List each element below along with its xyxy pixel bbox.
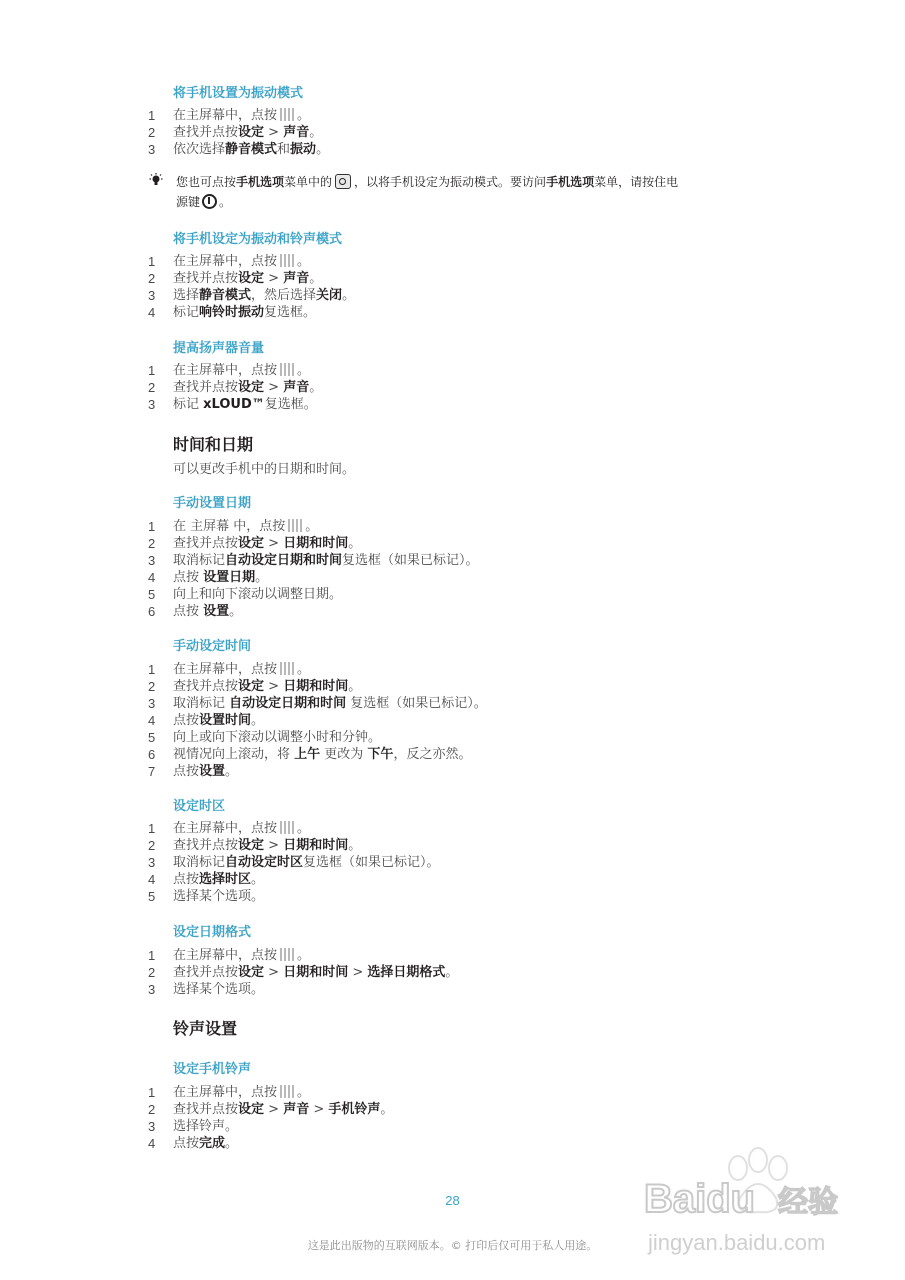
step-text-part: 在主屏幕中，点按 xyxy=(173,254,278,269)
step-number: 2 xyxy=(148,965,156,980)
step-text-part: 。 xyxy=(225,1136,239,1151)
step-keyword: 上午 xyxy=(294,747,321,762)
step-item xyxy=(0,552,905,569)
step-number: 1 xyxy=(148,363,156,378)
lightbulb-icon xyxy=(148,173,164,189)
step-text-part: 。 xyxy=(251,872,265,887)
step-text-part: 。 xyxy=(348,536,362,551)
step-text-part: 在主屏幕中，点按 xyxy=(173,363,278,378)
steps-vibrate xyxy=(0,107,905,158)
step-text-part: 复选框。 xyxy=(264,305,317,320)
subheading-vibrate-ring: 将手机设定为振动和铃声模式 xyxy=(173,232,343,247)
tip-phone-options: 手机选项 xyxy=(546,175,595,189)
tip-text-part: 菜单，请按住电 xyxy=(594,175,679,189)
step-keyword: 设定 xyxy=(238,271,265,286)
tip-text xyxy=(176,172,756,212)
step-text xyxy=(173,1101,393,1118)
step-text-part: 。 xyxy=(348,838,362,853)
step-keyword: 日期和时间 xyxy=(283,965,349,980)
step-text xyxy=(173,820,310,837)
step-text-part: 取消标记 xyxy=(173,855,226,870)
tip-phone-options: 手机选项 xyxy=(236,175,285,189)
step-item xyxy=(0,763,905,780)
step-number: 3 xyxy=(148,696,156,711)
heading-time-date: 时间和日期 xyxy=(173,435,254,454)
step-number: 3 xyxy=(148,1119,156,1134)
watermark-brand-cn: 经验 xyxy=(778,1185,838,1220)
step-text xyxy=(173,586,342,603)
step-text-part: 更改为 xyxy=(320,747,368,762)
heading-ringtone-settings: 铃声设置 xyxy=(173,1019,238,1038)
step-item xyxy=(0,586,905,603)
step-number: 3 xyxy=(148,288,156,303)
step-keyword: 手机铃声 xyxy=(328,1102,381,1117)
step-text xyxy=(173,518,318,535)
step-text-part: > xyxy=(264,536,284,551)
step-keyword: 日期和时间 xyxy=(283,838,349,853)
step-text xyxy=(173,304,316,321)
step-text xyxy=(173,569,268,586)
step-text xyxy=(173,379,322,396)
step-number: 1 xyxy=(148,254,156,269)
steps-set-time xyxy=(0,661,905,780)
step-text-part: 。 xyxy=(297,108,311,123)
step-text xyxy=(173,270,322,287)
step-item xyxy=(0,141,905,158)
step-text-part: 查找并点按 xyxy=(173,679,239,694)
subheading-set-time: 手动设定时间 xyxy=(173,639,252,654)
step-text-part: 。 xyxy=(348,679,362,694)
step-number: 4 xyxy=(148,305,156,320)
step-text-part: > xyxy=(264,125,284,140)
step-keyword: 自动设定时区 xyxy=(225,855,304,870)
baidu-jingyan-watermark xyxy=(640,1140,870,1260)
step-text-part: 取消标记 xyxy=(173,553,226,568)
step-keyword: 声音 xyxy=(283,1102,310,1117)
step-text-part: 。 xyxy=(255,570,269,585)
step-text-part: 点按 xyxy=(173,604,204,619)
step-text xyxy=(173,535,361,552)
step-text xyxy=(173,678,361,695)
steps-timezone xyxy=(0,820,905,905)
step-item xyxy=(0,362,905,379)
step-number: 1 xyxy=(148,821,156,836)
app-grid-icon xyxy=(280,254,294,267)
step-text xyxy=(173,552,479,569)
step-text-part: 。 xyxy=(297,948,311,963)
step-item xyxy=(0,854,905,871)
step-number: 1 xyxy=(148,1085,156,1100)
step-item xyxy=(0,947,905,964)
step-keyword: 设定 xyxy=(238,1102,265,1117)
step-keyword: 选择日期格式 xyxy=(367,965,446,980)
step-text xyxy=(173,746,471,763)
step-number: 3 xyxy=(148,982,156,997)
steps-date-format xyxy=(0,947,905,998)
step-text-part: 查找并点按 xyxy=(173,125,239,140)
step-text xyxy=(173,287,355,304)
step-item xyxy=(0,569,905,586)
step-keyword: 设定 xyxy=(238,965,265,980)
step-text-part: 。 xyxy=(297,363,311,378)
step-number: 4 xyxy=(148,713,156,728)
tip-text-part: 。 xyxy=(219,195,232,209)
step-item xyxy=(0,712,905,729)
power-key-icon xyxy=(202,194,217,209)
step-item xyxy=(0,304,905,321)
step-keyword: 自动设定日期和时间 xyxy=(229,696,347,711)
step-keyword: 完成 xyxy=(199,1136,226,1151)
step-text-part: 点按 xyxy=(173,1136,200,1151)
step-text-part: 查找并点按 xyxy=(173,380,239,395)
step-text xyxy=(173,837,361,854)
step-keyword: 设定 xyxy=(238,679,265,694)
step-text-part: > xyxy=(264,965,284,980)
step-number: 1 xyxy=(148,662,156,677)
subheading-set-date: 手动设置日期 xyxy=(173,496,252,511)
app-grid-icon xyxy=(280,1085,294,1098)
step-number: 4 xyxy=(148,1136,156,1151)
step-text xyxy=(173,141,329,158)
subheading-vibrate-mode: 将手机设置为振动模式 xyxy=(173,86,304,101)
subheading-set-ringtone: 设定手机铃声 xyxy=(173,1062,252,1077)
step-text-part: 标记 xyxy=(173,397,204,412)
step-text xyxy=(173,871,264,888)
step-number: 3 xyxy=(148,397,156,412)
subheading-date-format: 设定日期格式 xyxy=(173,925,252,940)
step-number: 1 xyxy=(148,519,156,534)
step-keyword: 自动设定日期和时间 xyxy=(225,553,343,568)
step-text-part: 向上和向下滚动以调整日期。 xyxy=(173,587,343,602)
step-item xyxy=(0,981,905,998)
step-text-part: 点按 xyxy=(173,570,204,585)
step-item xyxy=(0,253,905,270)
step-text-part: 。 xyxy=(305,519,319,534)
step-text-part: 。 xyxy=(445,965,459,980)
step-keyword: 设置日期 xyxy=(203,570,256,585)
step-number: 6 xyxy=(148,604,156,619)
step-keyword: 设定 xyxy=(238,125,265,140)
step-item xyxy=(0,379,905,396)
step-text-part: 标记 xyxy=(173,305,200,320)
step-keyword: 设定 xyxy=(238,838,265,853)
step-keyword: 设定 xyxy=(238,536,265,551)
step-text-part: 点按 xyxy=(173,713,200,728)
step-text xyxy=(173,763,238,780)
step-text-part: 选择某个选项。 xyxy=(173,889,265,904)
step-text xyxy=(173,981,264,998)
step-text-part: 。 xyxy=(316,142,330,157)
step-item xyxy=(0,871,905,888)
step-text xyxy=(173,661,310,678)
step-number: 2 xyxy=(148,1102,156,1117)
step-number: 5 xyxy=(148,889,156,904)
step-item xyxy=(0,518,905,535)
tip-text-part: 菜单中的 xyxy=(284,175,333,189)
tip-text-part: 您也可点按 xyxy=(176,175,237,189)
step-number: 7 xyxy=(148,764,156,779)
step-text xyxy=(173,947,310,964)
step-keyword: 声音 xyxy=(283,125,310,140)
steps-vibrate-ring xyxy=(0,253,905,321)
step-text xyxy=(173,888,264,905)
step-text-part: 复选框（如果已标记）。 xyxy=(303,855,440,870)
step-item xyxy=(0,603,905,620)
step-text-part: 在主屏幕中，点按 xyxy=(173,1085,278,1100)
step-keyword: 选择时区 xyxy=(199,872,252,887)
step-text-part: > xyxy=(264,380,284,395)
step-text-part: 在主屏幕中，点按 xyxy=(173,108,278,123)
step-number: 2 xyxy=(148,679,156,694)
watermark-url: jingyan.baidu.com xyxy=(648,1230,826,1255)
step-text-part: 复选框（如果已标记）。 xyxy=(346,696,487,711)
step-text-part: 选择某个选项。 xyxy=(173,982,265,997)
step-text-part: > xyxy=(264,679,284,694)
step-item xyxy=(0,746,905,763)
step-text xyxy=(173,854,440,871)
step-text-part: 向上或向下滚动以调整小时和分钟。 xyxy=(173,730,382,745)
step-item xyxy=(0,1101,905,1118)
step-keyword: 日期和时间 xyxy=(283,679,349,694)
step-text-part: 查找并点按 xyxy=(173,536,239,551)
step-text-part: 。 xyxy=(380,1102,394,1117)
step-number: 2 xyxy=(148,380,156,395)
step-text-part: 在主屏幕中，点按 xyxy=(173,821,278,836)
step-item xyxy=(0,535,905,552)
step-item xyxy=(0,678,905,695)
step-number: 2 xyxy=(148,125,156,140)
step-text-part: 和 xyxy=(277,142,291,157)
step-item xyxy=(0,964,905,981)
step-number: 2 xyxy=(148,536,156,551)
step-text-part: 选择铃声。 xyxy=(173,1119,239,1134)
step-text-part: 。 xyxy=(297,821,311,836)
step-text-part: 在 主屏幕 中，点按 xyxy=(173,519,286,534)
vibrate-mode-icon xyxy=(335,174,351,189)
step-text xyxy=(173,1118,238,1135)
step-text xyxy=(173,396,317,413)
app-grid-icon xyxy=(280,108,294,121)
step-number: 6 xyxy=(148,747,156,762)
step-item xyxy=(0,270,905,287)
step-keyword: 声音 xyxy=(283,380,310,395)
app-grid-icon xyxy=(280,948,294,961)
step-text-part: 点按 xyxy=(173,764,200,779)
step-text xyxy=(173,1084,310,1101)
step-item xyxy=(0,661,905,678)
step-text-part: 在主屏幕中，点按 xyxy=(173,948,278,963)
step-item xyxy=(0,820,905,837)
step-text xyxy=(173,964,458,981)
step-item xyxy=(0,396,905,413)
step-text xyxy=(173,712,264,729)
footer-notice: 这是此出版物的互联网版本。© 打印后仅可用于私人用途。 xyxy=(307,1239,598,1252)
watermark-brand: Baidu xyxy=(644,1177,756,1221)
step-text-part: 。 xyxy=(342,288,356,303)
step-text-part: 。 xyxy=(297,254,311,269)
step-text xyxy=(173,603,242,620)
step-text-part: 查找并点按 xyxy=(173,965,239,980)
step-text-part: ，然后选择 xyxy=(251,288,317,303)
step-text xyxy=(173,729,381,746)
subheading-timezone: 设定时区 xyxy=(173,799,226,814)
step-keyword: 关闭 xyxy=(316,288,343,303)
step-text-part: 在主屏幕中，点按 xyxy=(173,662,278,677)
step-keyword: 日期和时间 xyxy=(283,536,349,551)
tip-text-part: 源键 xyxy=(176,195,201,209)
step-text-part: 。 xyxy=(309,380,323,395)
subheading-speaker-volume: 提高扬声器音量 xyxy=(173,341,265,356)
step-keyword: 设定 xyxy=(238,380,265,395)
step-text-part: 。 xyxy=(309,125,323,140)
step-text-part: 。 xyxy=(229,604,243,619)
step-keyword: 设置 xyxy=(199,764,226,779)
step-text xyxy=(173,124,322,141)
steps-speaker xyxy=(0,362,905,413)
step-text-part: 复选框（如果已标记）。 xyxy=(342,553,479,568)
step-text-part: 。 xyxy=(251,713,265,728)
step-item xyxy=(0,107,905,124)
step-text-part: ，反之亦然。 xyxy=(393,747,472,762)
tip-text-part: ，以将手机设定为振动模式。要访问 xyxy=(354,175,547,189)
step-text-part: 复选框。 xyxy=(264,397,317,412)
step-text xyxy=(173,253,310,270)
step-number: 2 xyxy=(148,271,156,286)
step-text-part: 。 xyxy=(297,662,311,677)
step-item xyxy=(0,837,905,854)
step-item xyxy=(0,1118,905,1135)
step-text-part: > xyxy=(264,838,284,853)
step-text-part: > xyxy=(348,965,368,980)
step-text-part: 取消标记 xyxy=(173,696,230,711)
step-text-part: 。 xyxy=(309,271,323,286)
step-number: 4 xyxy=(148,872,156,887)
step-item xyxy=(0,729,905,746)
step-text-part: 依次选择 xyxy=(173,142,226,157)
step-item xyxy=(0,888,905,905)
step-keyword: 静音模式 xyxy=(199,288,252,303)
step-keyword: xLOUD™ xyxy=(203,397,265,412)
intro-time-date: 可以更改手机中的日期和时间。 xyxy=(173,462,356,477)
step-number: 5 xyxy=(148,730,156,745)
step-number: 1 xyxy=(148,948,156,963)
step-text-part: > xyxy=(309,1102,329,1117)
step-text-part: 。 xyxy=(297,1085,311,1100)
step-text xyxy=(173,107,310,124)
step-keyword: 响铃时振动 xyxy=(199,305,265,320)
page-number: 28 xyxy=(445,1193,460,1208)
app-grid-icon xyxy=(280,821,294,834)
step-text-part: 查找并点按 xyxy=(173,838,239,853)
step-text-part: 查找并点按 xyxy=(173,1102,239,1117)
step-text-part: 选择 xyxy=(173,288,200,303)
step-number: 3 xyxy=(148,855,156,870)
step-text-part: 。 xyxy=(225,764,239,779)
step-item xyxy=(0,287,905,304)
step-number: 4 xyxy=(148,570,156,585)
app-grid-icon xyxy=(288,519,302,532)
step-keyword: 设置时间 xyxy=(199,713,252,728)
step-keyword: 下午 xyxy=(367,747,394,762)
step-text-part: 视情况向上滚动，将 xyxy=(173,747,295,762)
step-keyword: 振动 xyxy=(290,142,317,157)
step-keyword: 声音 xyxy=(283,271,310,286)
step-text xyxy=(173,1135,238,1152)
step-item xyxy=(0,695,905,712)
step-item xyxy=(0,1084,905,1101)
step-text xyxy=(173,362,310,379)
step-text-part: > xyxy=(264,1102,284,1117)
step-text-part: 点按 xyxy=(173,872,200,887)
app-grid-icon xyxy=(280,363,294,376)
step-item xyxy=(0,124,905,141)
step-keyword: 设置 xyxy=(203,604,230,619)
app-grid-icon xyxy=(280,662,294,675)
step-number: 5 xyxy=(148,587,156,602)
step-number: 1 xyxy=(148,108,156,123)
steps-set-date xyxy=(0,518,905,620)
step-text-part: > xyxy=(264,271,284,286)
step-number: 2 xyxy=(148,838,156,853)
step-number: 3 xyxy=(148,142,156,157)
step-text-part: 查找并点按 xyxy=(173,271,239,286)
step-keyword: 静音模式 xyxy=(225,142,278,157)
step-number: 3 xyxy=(148,553,156,568)
step-text xyxy=(173,695,487,712)
